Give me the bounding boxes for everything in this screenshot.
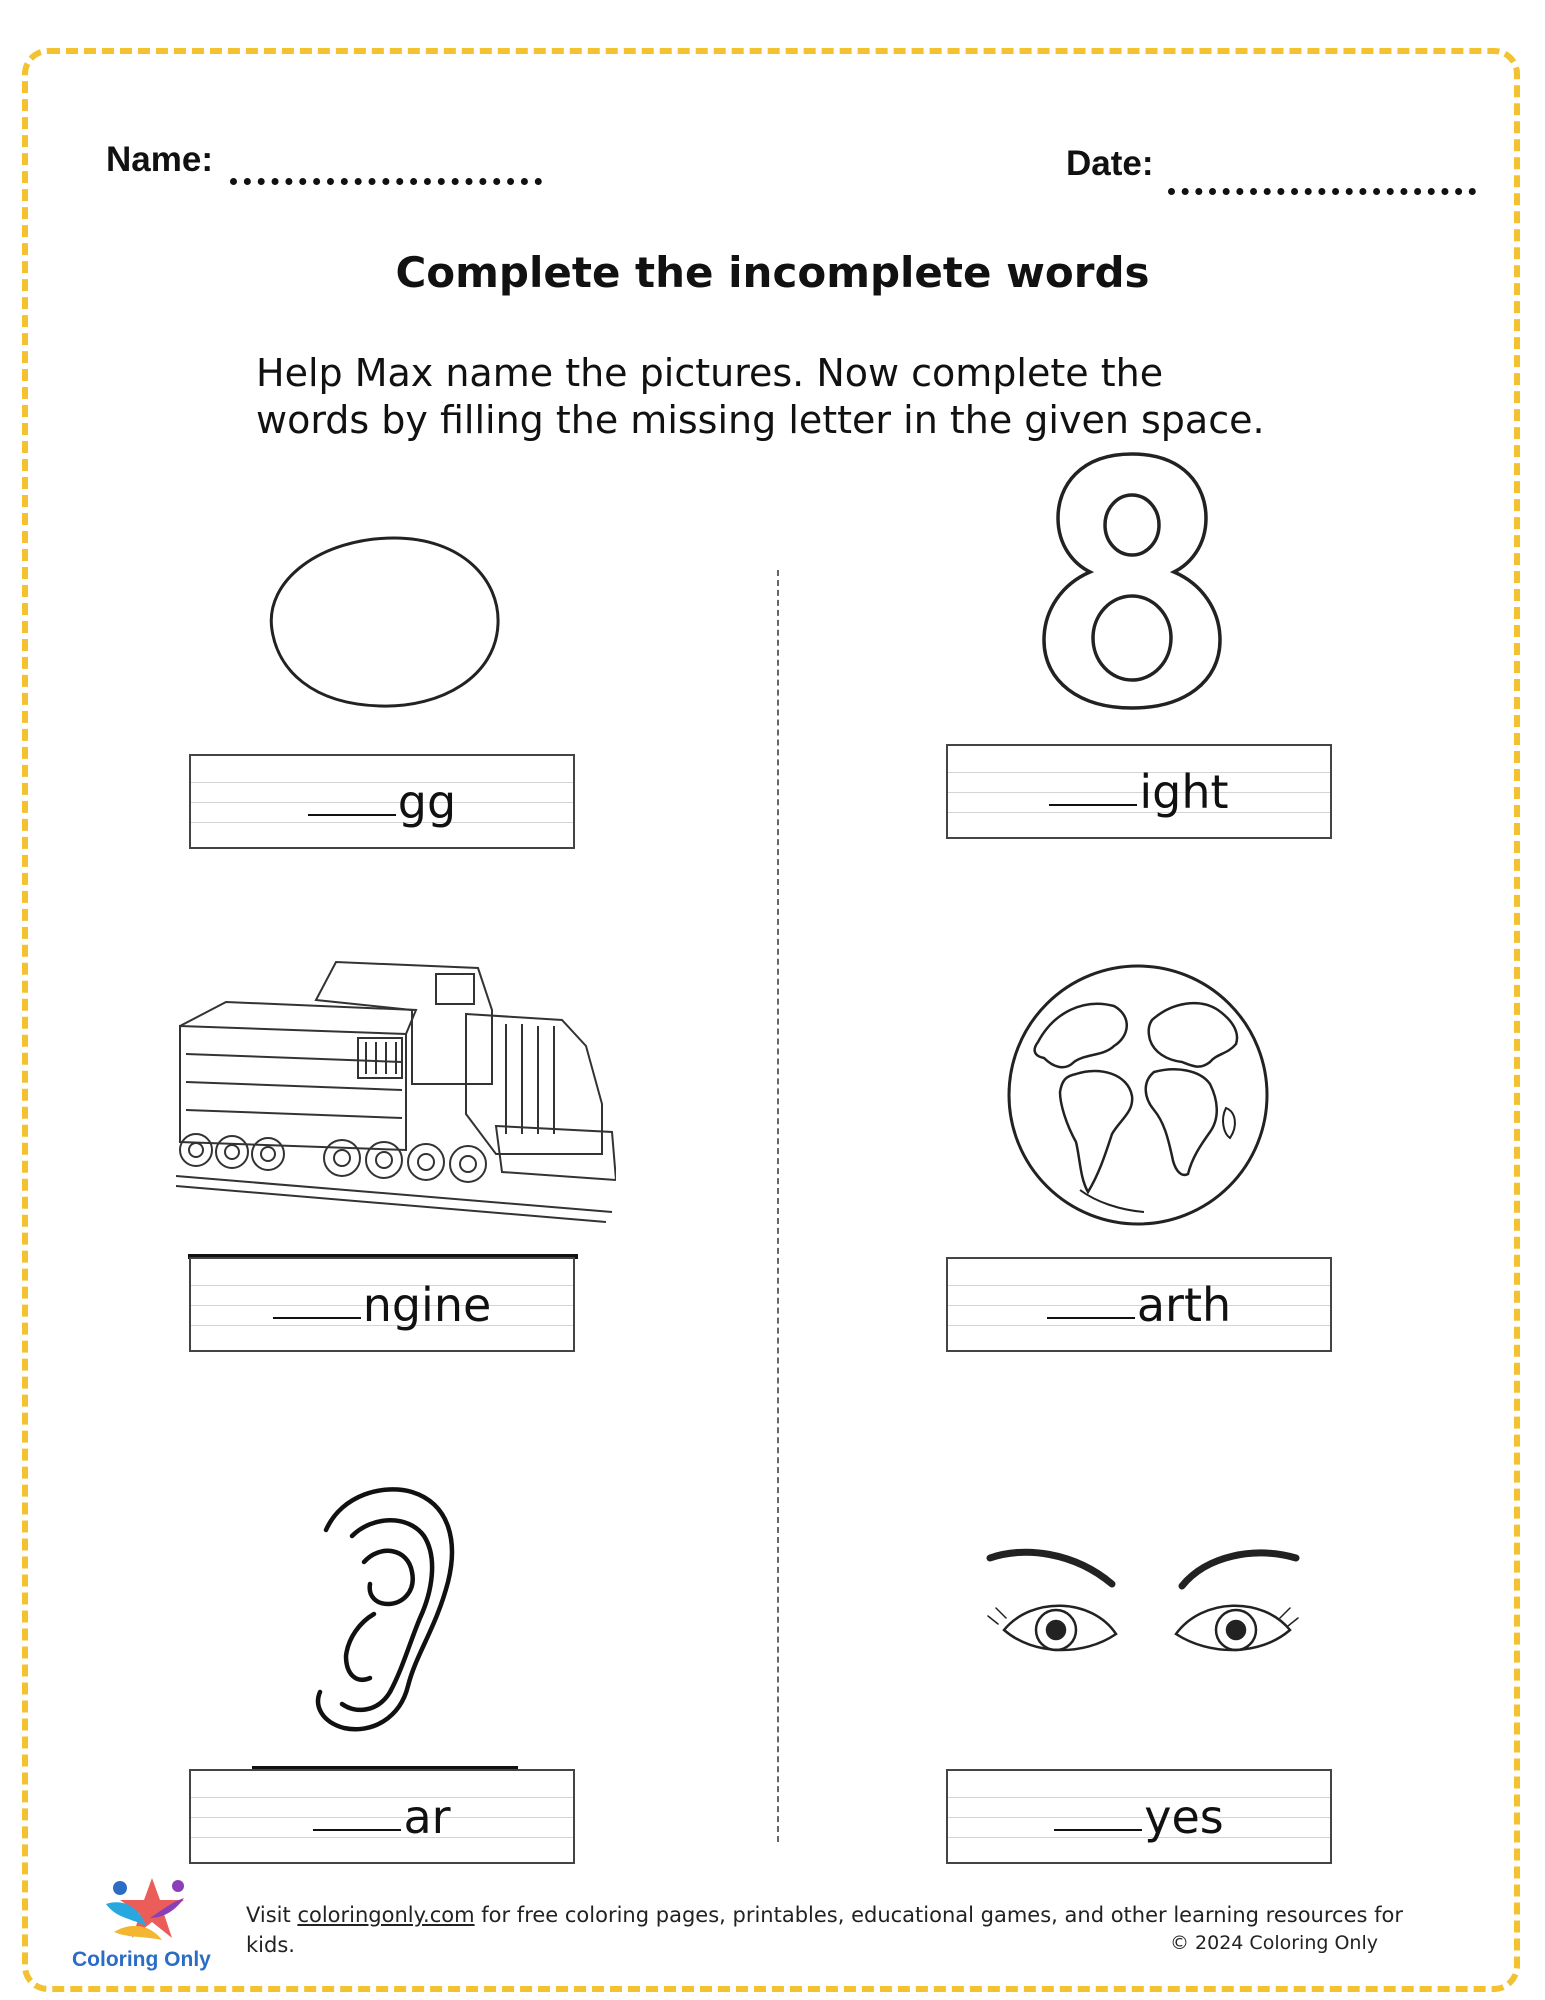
answer-blank[interactable] bbox=[1047, 1317, 1135, 1319]
column-divider bbox=[777, 570, 779, 1842]
website-link[interactable]: coloringonly.com bbox=[297, 1903, 475, 1927]
eyes-picture bbox=[984, 1546, 1302, 1682]
instruction-line-1: Help Max name the pictures. Now complete the bbox=[256, 351, 1164, 395]
word-suffix: ar bbox=[403, 1790, 451, 1844]
word-suffix: yes bbox=[1144, 1790, 1224, 1844]
name-label: Name: bbox=[106, 140, 213, 179]
worksheet-title: Complete the incomplete words bbox=[395, 248, 1150, 297]
word-suffix: arth bbox=[1136, 1278, 1232, 1332]
name-field[interactable] bbox=[230, 178, 542, 185]
instruction-line-2: words by filling the missing letter in the given space. bbox=[256, 398, 1265, 442]
train-engine-picture bbox=[166, 954, 616, 1224]
word-box-eyes bbox=[946, 1769, 1332, 1864]
word-suffix: gg bbox=[397, 775, 457, 829]
egg-picture bbox=[262, 530, 506, 714]
date-field[interactable] bbox=[1168, 188, 1476, 195]
brand-name: Coloring Only bbox=[72, 1948, 211, 1971]
answer-blank[interactable] bbox=[1054, 1829, 1142, 1831]
date-label: Date: bbox=[1066, 144, 1154, 183]
globe-earth-picture bbox=[1004, 962, 1272, 1228]
word-box-engine bbox=[189, 1257, 575, 1352]
number-eight-picture bbox=[1040, 450, 1224, 712]
footer-note: Visit coloringonly.com for free coloring pages, printables, educational games, and other learning resources for kids. bbox=[246, 1903, 1403, 1957]
answer-blank[interactable] bbox=[308, 814, 396, 816]
copyright: © 2024 Coloring Only bbox=[1170, 1932, 1378, 1954]
word-box-earth bbox=[946, 1257, 1332, 1352]
word-box-eight bbox=[946, 744, 1332, 839]
ear-picture bbox=[312, 1478, 462, 1738]
word-box-ear bbox=[189, 1769, 575, 1864]
answer-blank[interactable] bbox=[313, 1829, 401, 1831]
word-suffix: ngine bbox=[362, 1278, 492, 1332]
answer-blank[interactable] bbox=[273, 1317, 361, 1319]
answer-blank[interactable] bbox=[1049, 804, 1137, 806]
word-box-egg bbox=[189, 754, 575, 849]
word-suffix: ight bbox=[1139, 765, 1229, 819]
instructions bbox=[256, 350, 1356, 444]
coloring-only-logo-icon bbox=[100, 1874, 192, 1944]
